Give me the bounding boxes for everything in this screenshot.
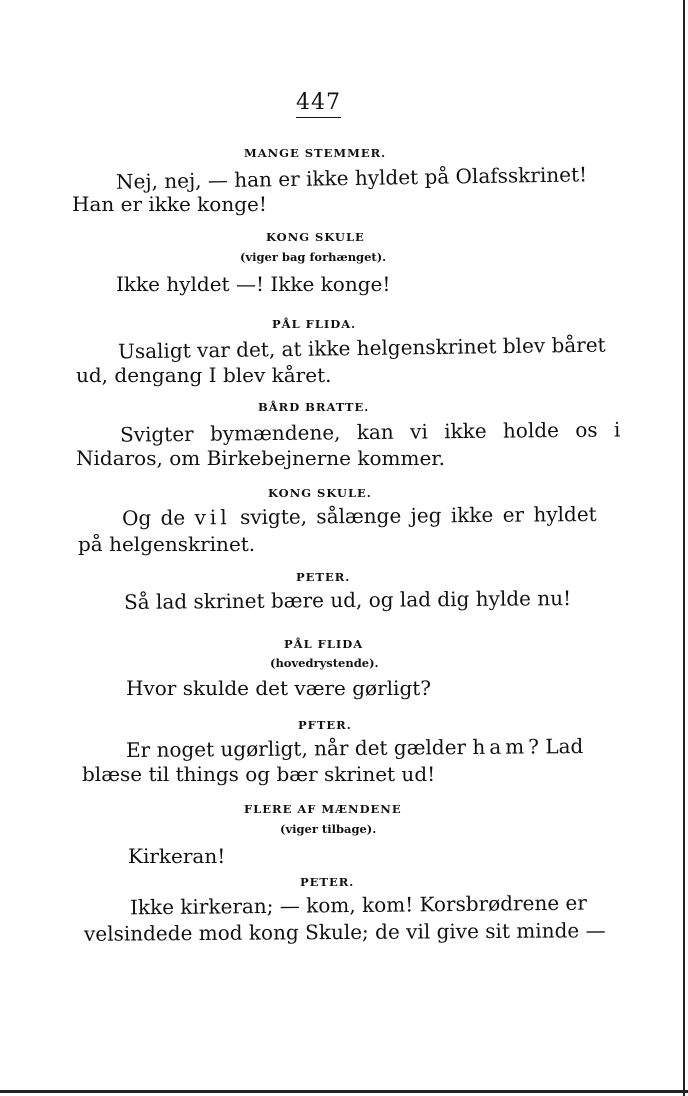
dialogue-line: Nej, nej, — han er ikke hyldet på Olafsskrinet!: [115, 162, 588, 194]
stage-direction: (viger tilbage).: [280, 822, 377, 836]
emphasized-word: ham: [472, 734, 529, 759]
speaker-label: KONG SKULE.: [268, 486, 372, 500]
speaker-label: PETER.: [300, 875, 355, 889]
dialogue-line: Han er ikke konge!: [72, 192, 267, 216]
dialogue-line: Kirkeran!: [128, 844, 226, 868]
dialogue-line: Ikke kirkeran; — kom, kom! Korsbrødrene er: [129, 890, 588, 920]
stage-direction: (viger bag forhænget).: [240, 250, 387, 264]
emphasized-word: vil: [194, 505, 231, 530]
line-text: ? Lad: [528, 734, 584, 759]
dialogue-line: blæse til things og bær skrinet ud!: [82, 762, 436, 786]
speaker-label: KONG SKULE: [266, 230, 365, 244]
dialogue-line: Usaligt var det, at ikke helgenskrinet blev båret: [117, 332, 606, 364]
dialogue-line: Ikke hyldet —! Ikke konge!: [116, 272, 391, 296]
dialogue-line: ud, dengang I blev kåret.: [76, 363, 332, 387]
stage-direction: (hovedrystende).: [270, 656, 379, 670]
speaker-label: PÅL FLIDA: [284, 637, 364, 651]
line-text: Er noget ugørligt, når det gælder: [125, 734, 473, 762]
speaker-label: PFTER.: [298, 718, 352, 732]
speaker-label: MANGE STEMMER.: [244, 146, 387, 160]
speaker-label: FLERE AF MÆNDENE: [244, 802, 402, 816]
dialogue-line: på helgenskrinet.: [78, 532, 256, 556]
page-edge-right: [683, 0, 685, 1096]
speaker-label: BÅRD BRATTE.: [258, 400, 370, 414]
dialogue-line: [126, 734, 583, 762]
dialogue-line: Nidaros, om Birkebejnerne kommer.: [76, 446, 446, 470]
dialogue-line: velsindede mod kong Skule; de vil give sit minde —: [83, 918, 606, 946]
dialogue-line: Så lad skrinet bære ud, og lad dig hylde nu!: [123, 586, 572, 614]
line-text: Og de: [121, 505, 195, 531]
page-edge-bottom: [0, 1090, 688, 1093]
page-number: 447: [296, 90, 341, 115]
line-text: svigte, sålænge jeg ikke er hyldet: [230, 501, 597, 530]
dialogue-line: Svigter bymændene, kan vi ikke holde os i: [119, 417, 621, 447]
dialogue-line: [122, 502, 597, 530]
speaker-label: PETER.: [296, 570, 351, 584]
speaker-label: PÅL FLIDA.: [272, 317, 357, 331]
dialogue-line: Hvor skulde det være gørligt?: [126, 676, 431, 700]
